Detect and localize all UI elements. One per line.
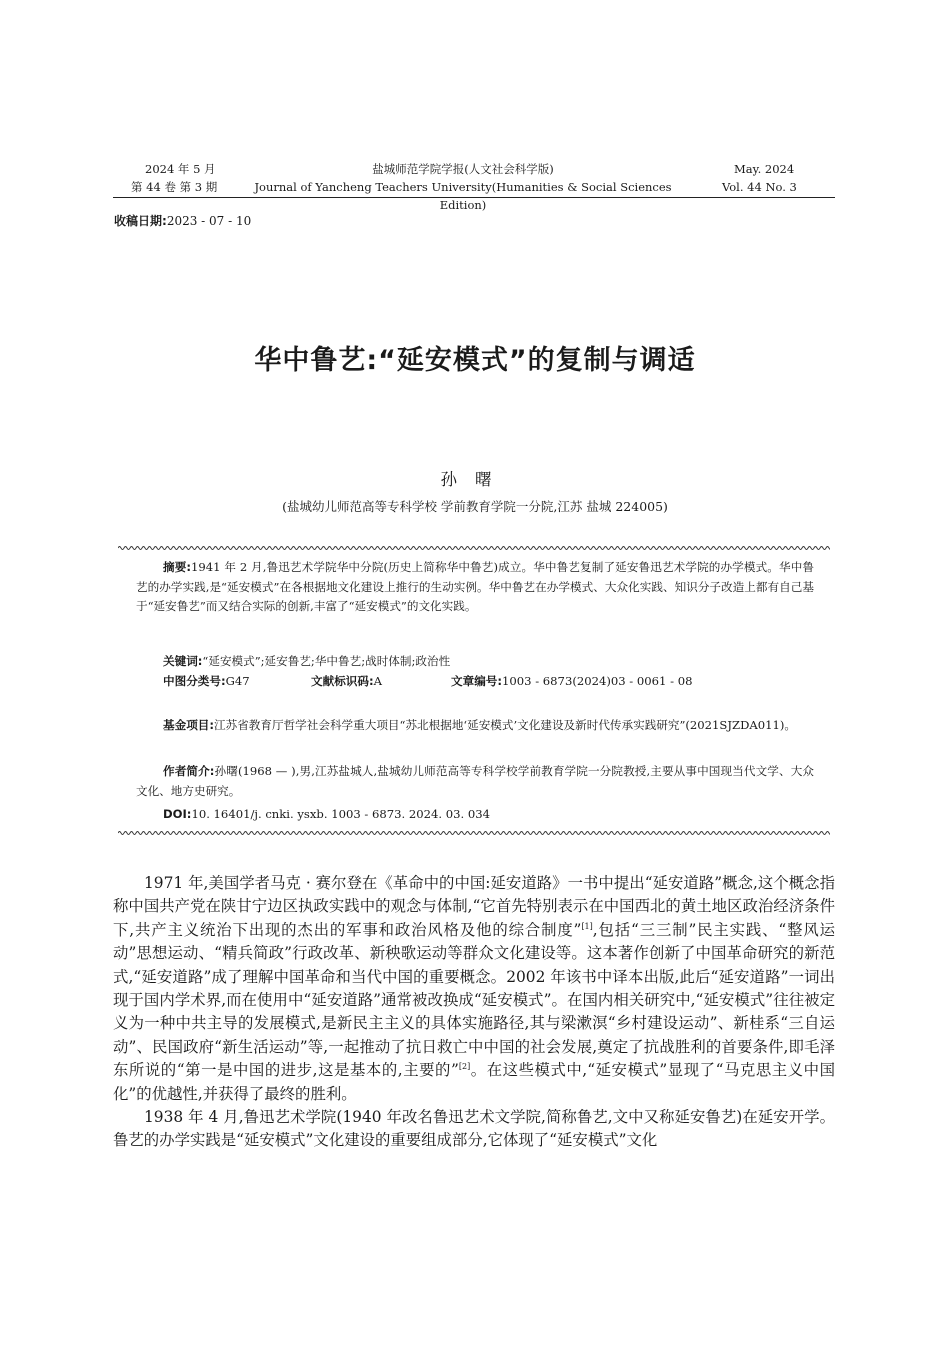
bio-label: 作者简介: xyxy=(163,764,215,778)
header-journal-cn: 盐城师范学院学报(人文社会科学版) xyxy=(372,162,554,176)
doi-label: DOI: xyxy=(163,807,192,821)
classification-line xyxy=(163,672,813,692)
clc-value: G47 xyxy=(225,674,250,688)
author-name: 孙曙 xyxy=(440,470,510,489)
fund-label: 基金项目: xyxy=(163,718,215,732)
header-journal-en: Journal of Yancheng Teachers University(Humanities & Social Sciences Edition) xyxy=(254,180,672,212)
journal-name xyxy=(243,160,683,214)
bio-text: 孙曙(1968 — ),男,江苏盐城人,盐城幼儿师范高等专科学校学前教育学院一分院教授,主要从事中国现当代文学、大众文化、地方史研究。 xyxy=(136,764,814,798)
body-paragraph xyxy=(113,872,835,1106)
keywords-text: “延安模式”;延安鲁艺;华中鲁艺;战时体制;政治性 xyxy=(202,654,451,668)
wavy-divider-bottom xyxy=(118,829,830,837)
header-volume: 第 44 卷 第 3 期 xyxy=(131,180,218,194)
abstract-text: 1941 年 2 月,鲁迅艺术学院华中分院(历史上简称华中鲁艺)成立。华中鲁艺复制了延安鲁迅艺术学院的办学模式。华中鲁艺的办学实践,是“延安模式”在各根据地文化建设上推行的生动实例。华中鲁艺在办学模式、大众化实践、知识分子改造上都有自己基于“延安鲁艺”而又结合实际的创新,丰富了“延安模式”的文化实践。 xyxy=(136,560,814,613)
doc-code-value: A xyxy=(373,674,382,688)
body-text-run: ,包括“三三制”民主实践、“整风运动”思想运动、“精兵简政”行政改革、新秧歌运动等群众文化建设等。这本著作创新了中国革命研究的新范式,“延安道路”成了理解中国革命和当代中国的重要概念。2002 年该书中译本出版,此后“延安道路”一词出现于国内学术界,而在使用中“延安道路”通常被改换成“延安模式”。在国内相关研究中,“延安模式”往往被定义为一种中共主导的发展模式,是新民主主义的具体实施路径,其与梁漱溟“乡村建设运动”、新桂系“三自运动”、民国政府“新生活运动”等,一起推动了抗日救亡中中国的社会发展,奠定了抗战胜利的首要条件,即毛泽东所说的“第一是中国的进步,这是基本的,主要的” xyxy=(113,920,836,1080)
journal-date-volume-en xyxy=(722,160,797,196)
abstract-label: 摘要: xyxy=(163,560,192,574)
citation-ref[interactable]: [2] xyxy=(458,1062,471,1072)
citation-ref[interactable]: [1] xyxy=(581,921,593,931)
abstract xyxy=(136,558,814,617)
author-bio xyxy=(136,762,814,801)
keywords xyxy=(163,652,841,672)
body-text-run: 1971 年,美国学者马克 · 赛尔登在《革命中的中国:延安道路》一书中提出“延安道路”概念,这个概念指称中国共产党在陕甘宁边区执政实践中的观念与体制,“它首先特别表示在中国西北的黄土地区政治经济条件下,共产主义统治下出现的杰出的军事和政治风格及他的综合制度” xyxy=(113,874,835,939)
article-no-value: 1003 - 6873(2024)03 - 0061 - 08 xyxy=(502,674,693,688)
body-paragraph: 1938 年 4 月,鲁迅艺术学院(1940 年改名鲁迅艺术文学院,简称鲁艺,文中又称延安鲁艺)在延安开学。鲁艺的办学实践是“延安模式”文化建设的重要组成部分,它体现了“延安模式”文化 xyxy=(113,1108,835,1150)
keywords-label: 关键词: xyxy=(163,654,203,668)
header-date: 2024 年 5 月 xyxy=(145,162,216,176)
fund-info xyxy=(136,716,814,736)
doi-value: 10. 16401/j. cnki. ysxb. 1003 - 6873. 2024. 03. 034 xyxy=(191,807,491,821)
wavy-divider-top xyxy=(118,544,830,552)
article-title: 华中鲁艺:“延安模式”的复制与调适 xyxy=(254,345,696,376)
header-date-en: May. 2024 xyxy=(734,162,795,176)
body-text-run: 。在这些模式中,“延安模式”显现了“马克思主义中国化”的优越性,并获得了最终的胜利。 xyxy=(113,1061,835,1103)
header-rule xyxy=(113,197,835,198)
received-value: 2023 - 07 - 10 xyxy=(166,214,252,228)
fund-text: 江苏省教育厅哲学社会科学重大项目“苏北根据地‘延安模式’文化建设及新时代传承实践研究”(2021SJZDA011)。 xyxy=(214,718,796,732)
clc-label: 中图分类号: xyxy=(163,674,226,688)
body-text xyxy=(113,872,835,1153)
received-label: 收稿日期: xyxy=(114,214,167,228)
header-volume-en: Vol. 44 No. 3 xyxy=(722,180,797,194)
journal-date-volume xyxy=(131,160,217,196)
doc-code-label: 文献标识码: xyxy=(311,674,374,688)
received-date xyxy=(114,212,251,229)
article-no-label: 文章编号: xyxy=(451,674,503,688)
author-affiliation: (盐城幼儿师范高等专科学校 学前教育学院一分院,江苏 盐城 224005) xyxy=(282,499,668,514)
doi xyxy=(163,805,841,825)
